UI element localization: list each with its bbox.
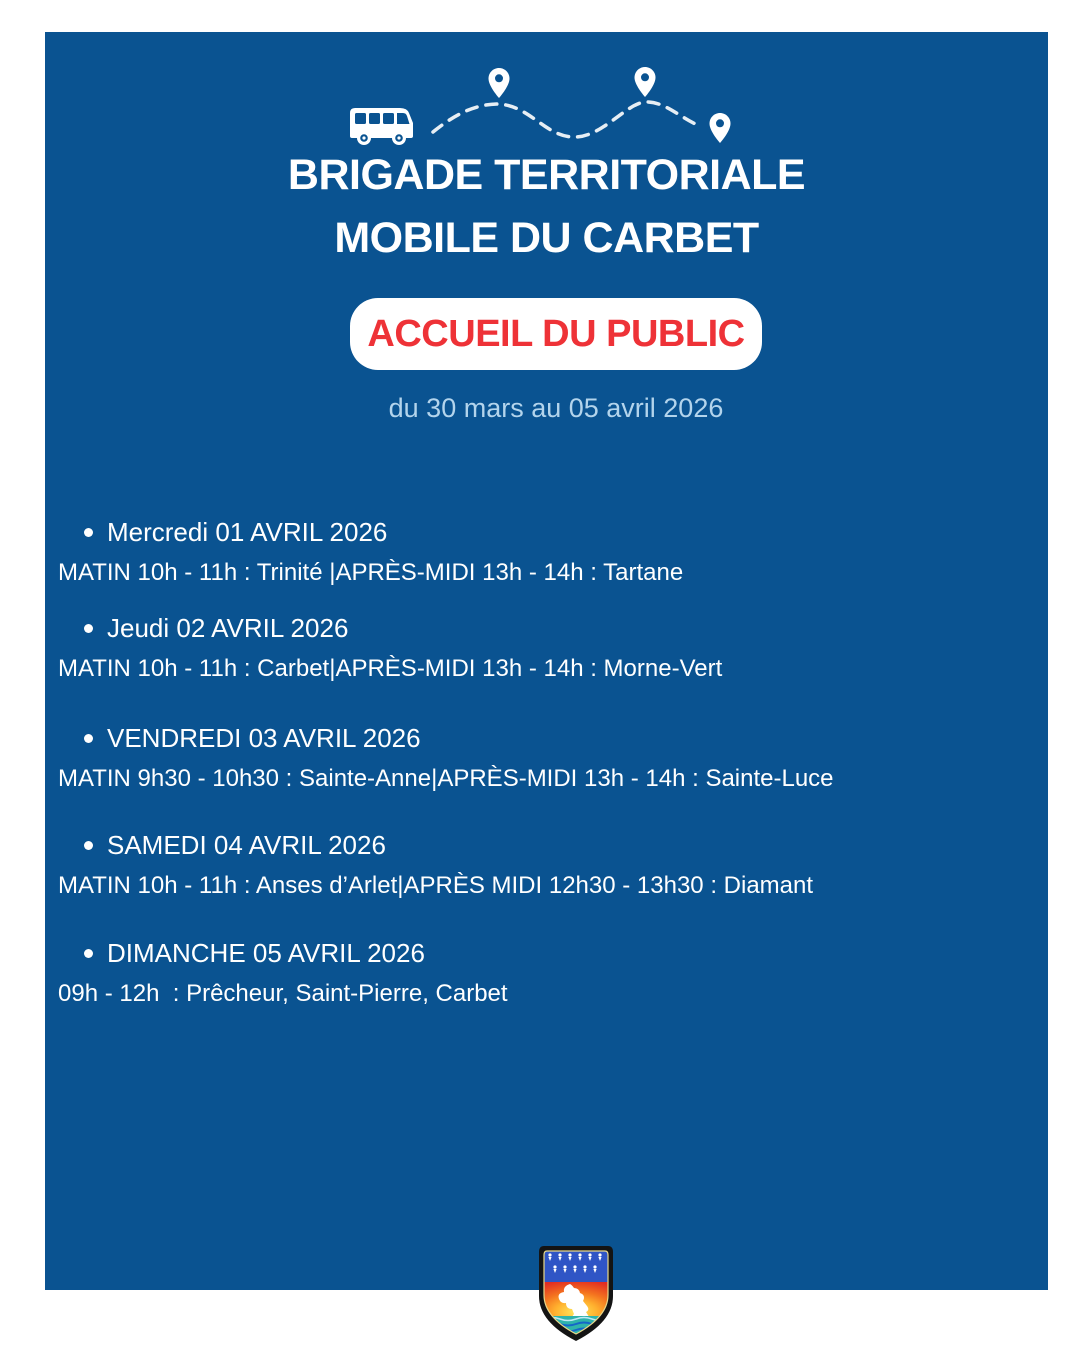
day-label: Jeudi 02 AVRIL 2026 <box>107 613 349 643</box>
day-label: SAMEDI 04 AVRIL 2026 <box>107 830 386 860</box>
title-line-1: BRIGADE TERRITORIALE <box>287 151 806 199</box>
schedule-item <box>58 517 1028 587</box>
poster-title <box>45 144 1048 270</box>
day-label: DIMANCHE 05 AVRIL 2026 <box>107 938 425 968</box>
map-pin-icon <box>710 113 731 143</box>
day-row <box>58 830 1028 861</box>
schedule-item <box>58 830 1028 900</box>
hours-label: MATIN 10h - 11h : Anses d’Arlet|APRÈS MIDI 12h30 - 13h30 : Diamant <box>58 872 814 899</box>
martinique-shield-crest <box>537 1244 615 1342</box>
schedule-item <box>58 613 1028 683</box>
bullet-dot-icon <box>84 949 93 958</box>
bullet-dot-icon <box>84 734 93 743</box>
bus-icon <box>350 108 413 145</box>
day-row <box>58 723 1028 754</box>
schedule-item <box>58 723 1028 793</box>
date-range: du 30 mars au 05 avril 2026 <box>388 393 724 423</box>
blue-panel <box>45 32 1048 1290</box>
bullet-dot-icon <box>84 841 93 850</box>
day-row <box>58 517 1028 548</box>
day-label: VENDREDI 03 AVRIL 2026 <box>107 723 421 753</box>
title-line-2: MOBILE DU CARBET <box>334 214 759 262</box>
hours-label: MATIN 10h - 11h : Carbet|APRÈS-MIDI 13h - 14h : Morne-Vert <box>58 655 723 682</box>
hours-label: 09h - 12h : Prêcheur, Saint-Pierre, Carbet <box>58 980 508 1007</box>
map-pin-icon <box>489 68 510 98</box>
day-row <box>58 613 1028 644</box>
bullet-dot-icon <box>84 528 93 537</box>
accueil-badge <box>350 298 762 370</box>
dashed-route-line <box>433 102 700 137</box>
day-label: Mercredi 01 AVRIL 2026 <box>107 517 388 547</box>
accueil-badge-label: ACCUEIL DU PUBLIC <box>367 312 745 355</box>
schedule-item <box>58 938 1028 1008</box>
hours-label: MATIN 10h - 11h : Trinité |APRÈS-MIDI 13h - 14h : Tartane <box>58 559 684 586</box>
hours-label: MATIN 9h30 - 10h30 : Sainte-Anne|APRÈS-MIDI 13h - 14h : Sainte-Luce <box>58 765 834 792</box>
day-row <box>58 938 1028 969</box>
bullet-dot-icon <box>84 624 93 633</box>
map-pin-icon <box>635 67 656 97</box>
